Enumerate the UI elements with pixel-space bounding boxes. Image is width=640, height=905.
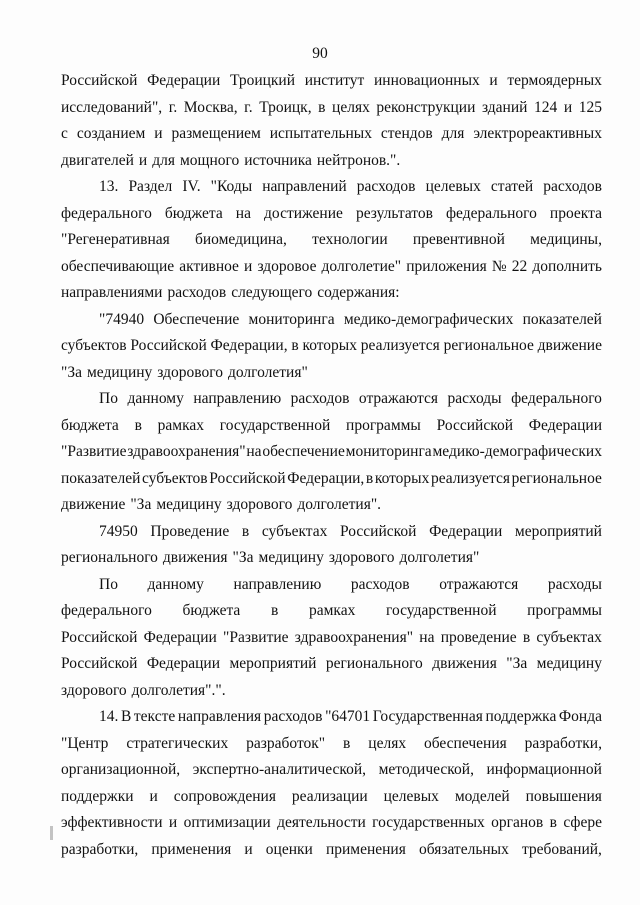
text-line: федерального бюджета на достижение результатов федерального проекта bbox=[61, 204, 602, 222]
text-line: эффективности и оптимизации деятельности государственных органов в сфере bbox=[61, 814, 602, 831]
document-body bbox=[61, 68, 602, 863]
text-line: обеспечивающие активное и здоровое долголетие" приложения № 22 дополнить bbox=[61, 257, 602, 275]
text-line: с созданием и размещением испытательных стендов для электрореактивных bbox=[61, 125, 602, 142]
text-line: разработки, применения и оценки применения обязательных требований, bbox=[61, 840, 602, 858]
text-line: субъектов Российской Федерации, в которых реализуется региональное движение bbox=[61, 337, 602, 354]
text-line: Российской Федерации "Развитие здравоохранения" на проведение в субъектах bbox=[61, 628, 602, 646]
text-line: 13. Раздел IV. "Коды направлений расходов целевых статей расходов bbox=[99, 178, 602, 195]
text-line: По данному направлению расходов отражаются расходы bbox=[99, 575, 602, 593]
text-line: Российской Федерации мероприятий регионального движения "За медицину bbox=[61, 655, 602, 672]
text-line: бюджета в рамках государственной программы Российской Федерации bbox=[61, 416, 602, 434]
text-line: федерального бюджета в рамках государственной программы bbox=[61, 602, 602, 619]
text-line: регионального движения "За медицину здорового долголетия" bbox=[61, 549, 480, 566]
scan-artifact bbox=[50, 826, 53, 840]
text-line: 14. В тексте направления расходов "64701 Государственная поддержка Фонда bbox=[99, 708, 602, 725]
text-line: 74950 Проведение в субъектах Российской Федерации мероприятий bbox=[99, 522, 602, 540]
text-line: движение "За медицину здорового долголетия". bbox=[61, 496, 382, 513]
text-line: поддержки и сопровождения реализации целевых моделей повышения bbox=[61, 787, 602, 805]
text-line: По данному направлению расходов отражаются расходы федерального bbox=[99, 390, 602, 407]
text-line: "Развитие здравоохранения" на обеспечение мониторинга медико-демографических bbox=[61, 443, 602, 460]
text-line: направлениями расходов следующего содержания: bbox=[61, 284, 400, 301]
text-line: двигателей и для мощного источника нейтронов.". bbox=[61, 151, 401, 169]
page-number: 90 bbox=[312, 45, 328, 62]
text-line: "74940 Обеспечение мониторинга медико-демографических показателей bbox=[99, 310, 602, 328]
text-line: "Центр стратегических разработок" в целях обеспечения разработки, bbox=[61, 734, 602, 752]
text-line: "За медицину здорового долголетия" bbox=[61, 363, 308, 381]
text-line: Российской Федерации Троицкий институт инновационных и термоядерных bbox=[61, 72, 602, 89]
text-line: "Регенеративная биомедицина, технологии превентивной медицины, bbox=[61, 231, 602, 248]
text-line: организационной, экспертно-аналитической, методической, информационной bbox=[61, 761, 602, 778]
text-line: показателей субъектов Российской Федерации, в которых реализуется региональное bbox=[61, 469, 602, 487]
text-line: здорового долголетия".". bbox=[61, 681, 226, 699]
text-line: исследований", г. Москва, г. Троицк, в целях реконструкции зданий 124 и 125 bbox=[61, 98, 602, 116]
